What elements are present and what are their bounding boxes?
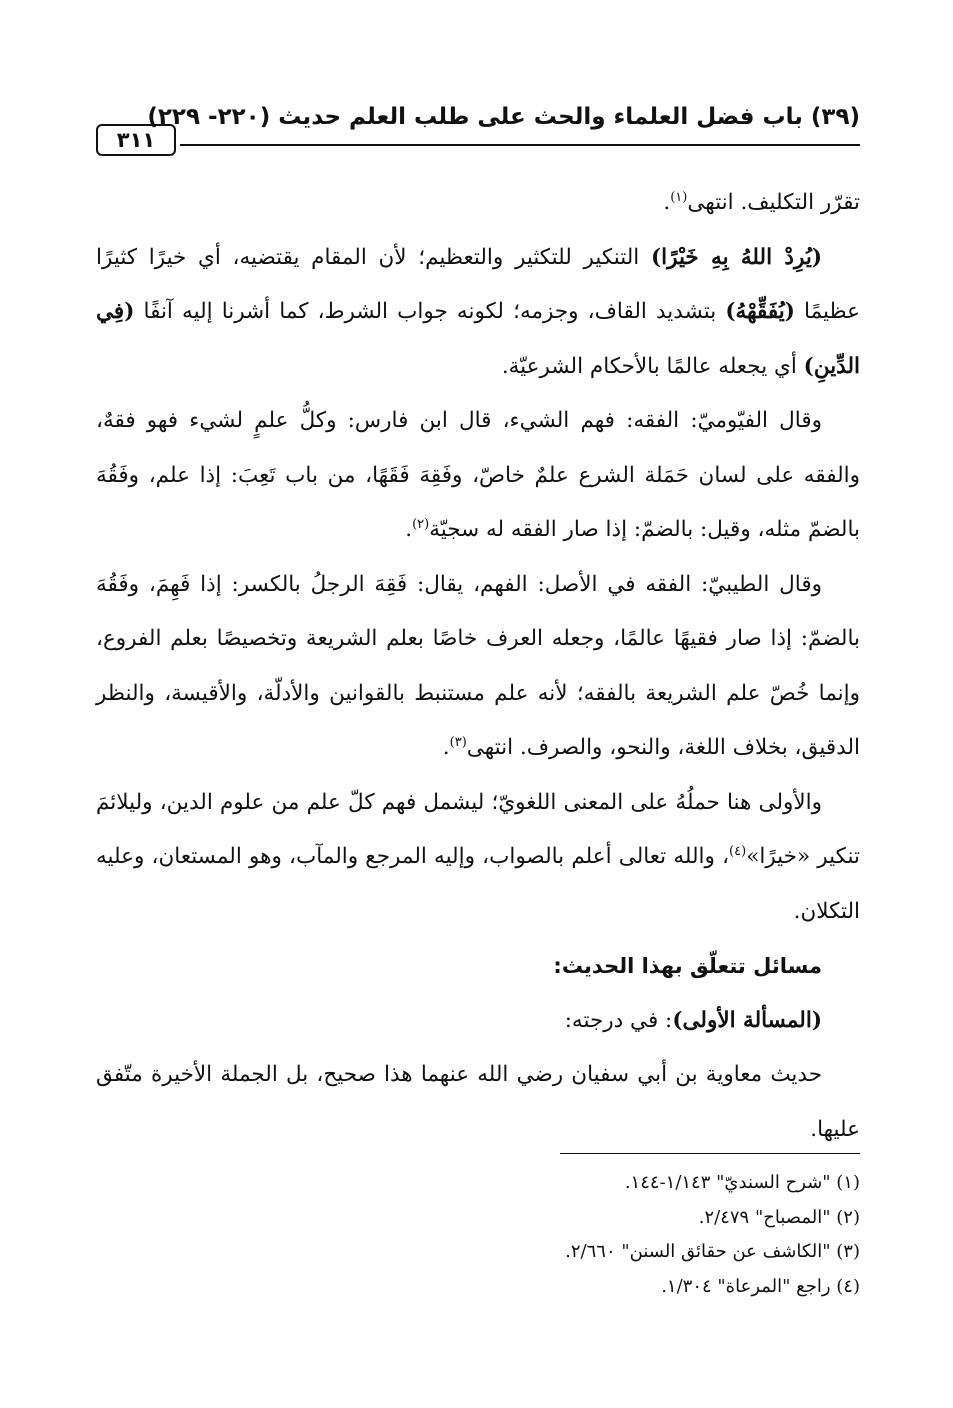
paragraph-1: تقرّر التكليف. انتهى$^{(١)}$. [663, 189, 860, 215]
footnote-1: (١) "شرح السنديّ" ١/١٤٣-١٤٤. [624, 1172, 860, 1193]
paragraph-6: حديث معاوية بن أبي سفيان رضي الله عنهما هذا صحيح، بل الجملة الأخيرة متّفق عليها. [96, 1062, 860, 1142]
paragraph-3: وقال الفيّوميّ: الفقه: فهم الشيء، قال ابن فارس: وكلُّ علمٍ لشيء فهو فقهٌ، والفقه على لسان حَمَلة الشرع علمٌ خاصّ، وفَقِهَ فَقَهًا، من باب تَعِبَ: إذا علم، وفَقُهَ بالضمّ مثله، وقيل: بالضمّ: إذا صار الفقه له سجيّة$^{(٢)}$. [96, 408, 860, 542]
footnotes [300, 1166, 860, 1304]
footnote-3: (٣) "الكاشف عن حقائق السنن" ٢/٦٦٠. [565, 1241, 860, 1262]
page-number: ٣١١ [96, 124, 176, 156]
footnote-ref-1: (١) [670, 189, 688, 205]
issue-label: (المسألة الأولى) [672, 1007, 822, 1033]
footnote-ref-4: (٤) [729, 843, 747, 859]
issue-line: (المسألة الأولى): في درجته: [564, 1007, 822, 1033]
section-heading: مسائل تتعلّق بهذا الحديث: [553, 954, 822, 978]
header-title: (٣٩) باب فضل العلماء والحث على طلب العلم حديث (٢٢٠- ٢٢٩) [147, 104, 860, 130]
paragraph-4: وقال الطيبيّ: الفقه في الأصل: الفهم، يقال: فَقِهَ الرجلُ بالكسر: إذا فَهِمَ، وفَقُهَ بالضمّ: إذا صار فقيهًا عالمًا، وجعله العرف خاصًا بعلم الشريعة وتخصيصًا بعلم الفروع، وإنما خُصّ علم الشريعة بالفقه؛ لأنه علم مستنبط بالقوانين والأدلّة، والأقيسة، والنظر الدقيق، بخلاف اللغة، والنحو، والصرف. انتهى$^{(٣)}$. [96, 571, 860, 760]
running-header [96, 100, 860, 152]
footnote-2: (٢) "المصباح" ٢/٤٧٩. [698, 1206, 860, 1228]
footnote-4: (٤) راجع "المرعاة" ١/٣٠٤. [661, 1275, 860, 1297]
paragraph-2: (يُرِدْ اللهُ بِهِ خَيْرًا) التنكير للتكثير والتعظيم؛ لأن المقام يقتضيه، أي خيرًا كثيرًا عظيمًا (يُفَقِّهْهُ) بتشديد القاف، وجزمه؛ لكونه جواب الشرط، كما أشرنا إليه آنفًا (فِي الدِّينِ) أي يجعله عالمًا بالأحكام الشرعيّة. [96, 244, 860, 379]
footnote-ref-3: (٣) [449, 734, 467, 750]
header-rule [180, 144, 860, 146]
hadith-phrase: (يُرِدْ اللهُ بِهِ خَيْرًا) [650, 244, 822, 270]
hadith-phrase: (فِي الدِّينِ) [96, 299, 860, 379]
hadith-phrase: (يُفَقِّهْهُ) [725, 299, 795, 324]
footnote-rule [560, 1153, 860, 1154]
paragraph-5: والأولى هنا حملُهُ على المعنى اللغويّ؛ ليشمل فهم كلّ علم من علوم الدين، وليلائمَ تنكير «خيرًا»$^{(٤)}$، والله تعالى أعلم بالصواب، وإليه المرجع والمآب، وهو المستعان، وعليه التكلان. [96, 789, 861, 924]
body-text [96, 176, 860, 1157]
footnote-ref-2: (٢) [412, 516, 430, 532]
